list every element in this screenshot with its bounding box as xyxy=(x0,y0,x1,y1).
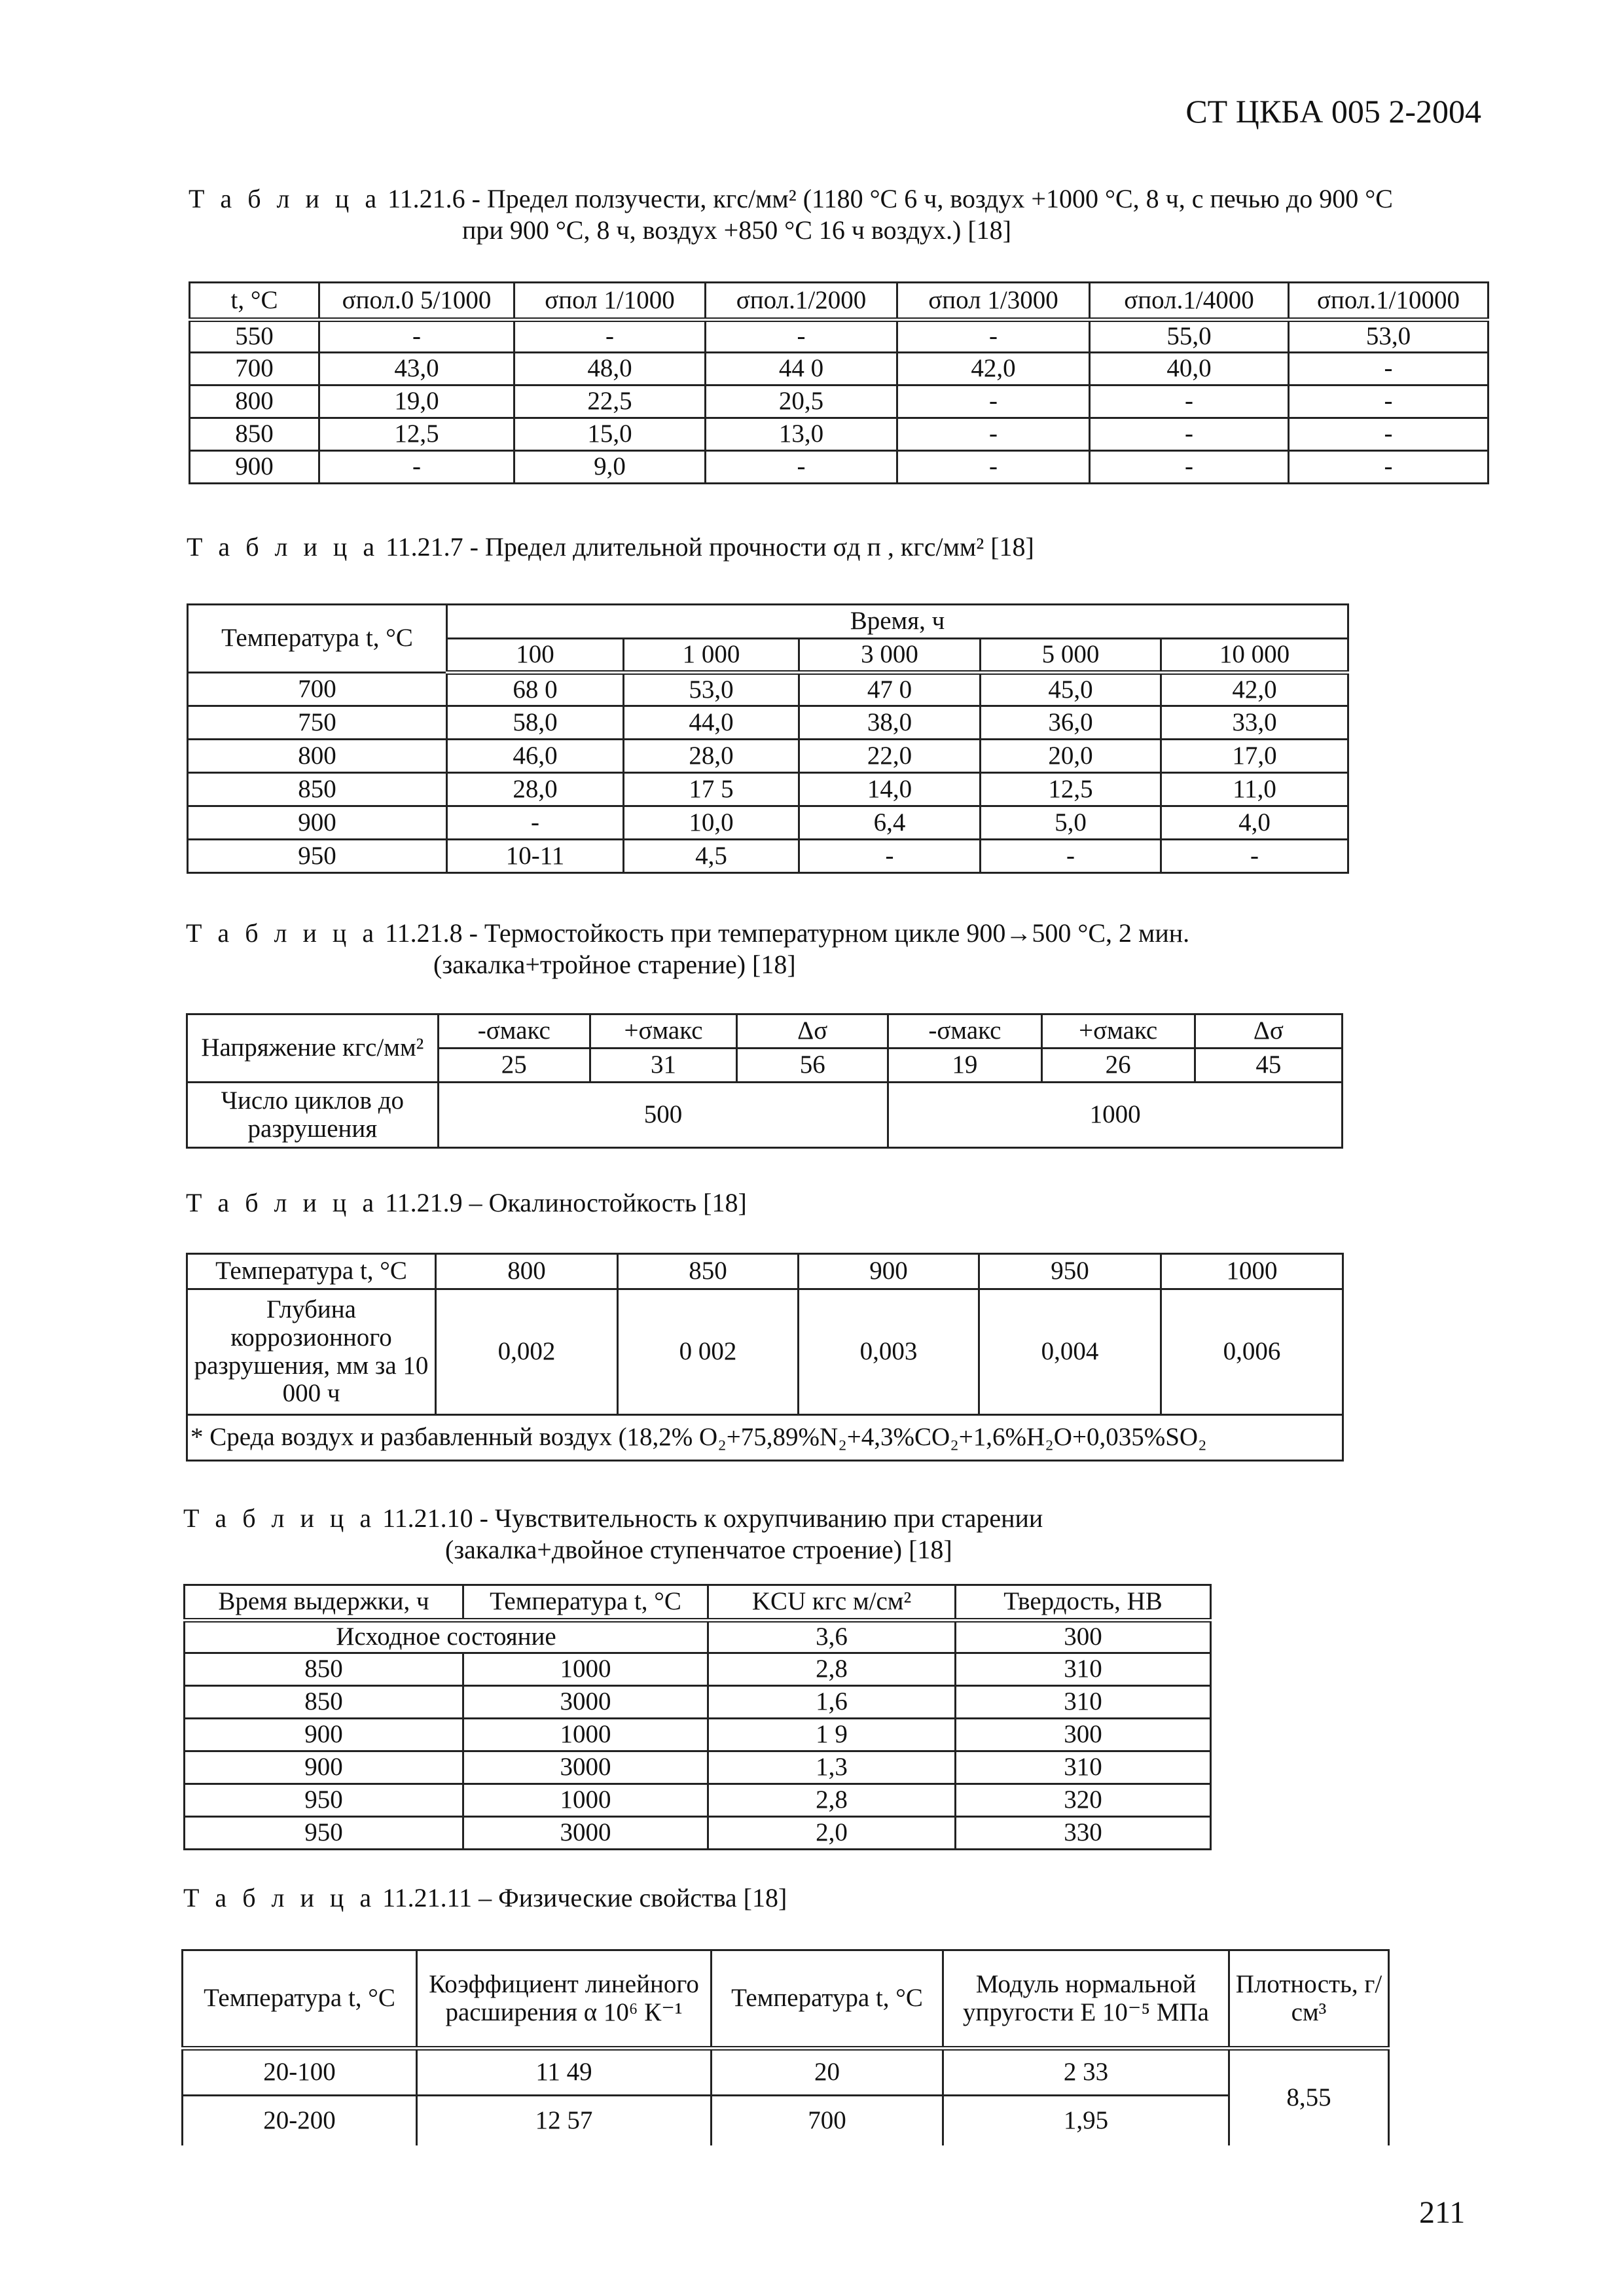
cell: 4,5 xyxy=(624,840,799,873)
cell: 19 xyxy=(888,1049,1041,1083)
page-number: 211 xyxy=(1419,2195,1466,2230)
table-row xyxy=(190,353,1489,386)
header-cell: σпол.1/4000 xyxy=(1090,283,1289,320)
table-row xyxy=(185,1784,1211,1817)
cell: - xyxy=(706,451,897,484)
cell: 25 xyxy=(438,1049,590,1083)
cell: 550 xyxy=(190,320,319,353)
cell: 300 xyxy=(956,1719,1211,1751)
header-cell: Температура t, °С xyxy=(712,1950,943,2049)
table-11-21-8-caption xyxy=(186,918,1495,980)
table-11-21-7 xyxy=(187,603,1349,874)
cell: 44 0 xyxy=(706,353,897,386)
cell: 800 xyxy=(436,1254,618,1289)
cell: - xyxy=(319,320,514,353)
cell: 800 xyxy=(190,386,319,418)
table-row xyxy=(185,1751,1211,1784)
caption-number: 11.21.10 xyxy=(382,1503,473,1533)
cell: 11,0 xyxy=(1161,773,1348,806)
cell: 1000 xyxy=(463,1719,708,1751)
cell: 300 xyxy=(956,1621,1211,1653)
table-row xyxy=(187,1415,1343,1461)
table-row xyxy=(185,1686,1211,1719)
header-cell: Температура t, °С xyxy=(187,1254,436,1289)
table-row xyxy=(187,1014,1343,1049)
cell: 700 xyxy=(712,2096,943,2145)
cell: -σмакс xyxy=(888,1014,1041,1049)
header-cell: 5 000 xyxy=(981,639,1161,673)
cell: +σмакс xyxy=(590,1014,736,1049)
cell: 33,0 xyxy=(1161,706,1348,740)
header-cell: Температура t, °С xyxy=(188,605,447,673)
cell: 2,8 xyxy=(708,1653,956,1686)
cell: 950 xyxy=(185,1817,463,1850)
table-row xyxy=(187,1083,1343,1148)
cell: 28,0 xyxy=(447,773,624,806)
cell: 310 xyxy=(956,1653,1211,1686)
cell: 40,0 xyxy=(1090,353,1289,386)
caption-label: Т а б л и ц а xyxy=(186,918,379,948)
cell: 900 xyxy=(185,1751,463,1784)
cell: 11 49 xyxy=(417,2049,712,2096)
caption-title: - Предел ползучести, кгс/мм² (1180 °С 6 ч, воздух +1000 °С, 8 ч, с печью до 900 °С xyxy=(471,184,1393,213)
cell: 13,0 xyxy=(706,418,897,451)
caption-label: Т а б л и ц а xyxy=(187,532,380,562)
cell: 28,0 xyxy=(624,740,799,773)
header-cell: Температура t, °С xyxy=(463,1585,708,1621)
caption-number: 11.21.6 xyxy=(388,184,465,213)
cell: 310 xyxy=(956,1751,1211,1784)
cell: - xyxy=(897,451,1090,484)
cell: 20-100 xyxy=(183,2049,417,2096)
cell: 12,5 xyxy=(319,418,514,451)
cell: 38,0 xyxy=(799,706,981,740)
cell: - xyxy=(1090,451,1289,484)
document-code: СТ ЦКБА 005 2-2004 xyxy=(1185,93,1481,130)
table-11-21-6-caption xyxy=(189,183,1498,246)
table-row xyxy=(188,840,1348,873)
header-cell: 100 xyxy=(447,639,624,673)
cell: 900 xyxy=(188,806,447,840)
caption-number: 11.21.9 xyxy=(385,1188,463,1217)
cell: 45,0 xyxy=(981,673,1161,706)
caption-title: – Физические свойства [18] xyxy=(478,1883,787,1912)
cell: 850 xyxy=(185,1686,463,1719)
cell: 58,0 xyxy=(447,706,624,740)
cell: 22,0 xyxy=(799,740,981,773)
caption-title-cont: (закалка+тройное старение) [18] xyxy=(433,950,796,979)
cell: 3,6 xyxy=(708,1621,956,1653)
cell: 5,0 xyxy=(981,806,1161,840)
caption-label: Т а б л и ц а xyxy=(183,1883,376,1912)
header-cell: Температура t, °С xyxy=(183,1950,417,2049)
cell: 310 xyxy=(956,1686,1211,1719)
cell: - xyxy=(897,386,1090,418)
table-row xyxy=(190,386,1489,418)
cell: 1000 xyxy=(1161,1254,1343,1289)
table-row xyxy=(190,451,1489,484)
cell: 500 xyxy=(438,1083,888,1148)
table-row xyxy=(190,320,1489,353)
cell: 22,5 xyxy=(514,386,706,418)
table-row xyxy=(183,2049,1389,2096)
cell: 44,0 xyxy=(624,706,799,740)
note-cell: * Среда воздух и разбавленный воздух (18,2% O₂+75,89%N₂+4,3%CO₂+1,6%H₂O+0,035%SO₂ xyxy=(187,1415,1343,1461)
density-cell: 8,55 xyxy=(1229,2049,1389,2145)
cell: 1000 xyxy=(888,1083,1343,1148)
cell: - xyxy=(1289,386,1489,418)
table-11-21-9 xyxy=(186,1253,1344,1462)
header-cell: 1 000 xyxy=(624,639,799,673)
stress-header-cell: Напряжение кгс/мм² xyxy=(187,1014,439,1083)
table-11-21-11-caption xyxy=(183,1882,1492,1914)
header-cell: Модуль нормальной упругости Е 10⁻⁵ МПа xyxy=(943,1950,1229,2049)
caption-number: 11.21.8 xyxy=(385,918,463,948)
cell: - xyxy=(706,320,897,353)
caption-number: 11.21.11 xyxy=(382,1883,473,1912)
cell: 3000 xyxy=(463,1817,708,1850)
cell: 10-11 xyxy=(447,840,624,873)
header-cell: Время выдержки, ч xyxy=(185,1585,463,1621)
cell: - xyxy=(1161,840,1348,873)
cell: 1 9 xyxy=(708,1719,956,1751)
caption-label: Т а б л и ц а xyxy=(186,1188,379,1217)
table-row xyxy=(188,673,1348,706)
cell: 45 xyxy=(1195,1049,1342,1083)
cell: - xyxy=(897,320,1090,353)
depth-label-cell: Глубина коррозионного разрушения, мм за 10 000 ч xyxy=(187,1289,436,1415)
header-cell: Твердость, НВ xyxy=(956,1585,1211,1621)
cell: - xyxy=(1090,386,1289,418)
cell: 10,0 xyxy=(624,806,799,840)
table-row xyxy=(188,740,1348,773)
header-cell: Время, ч xyxy=(447,605,1348,639)
cell: 0,002 xyxy=(436,1289,618,1415)
cell: - xyxy=(1289,451,1489,484)
cell: 1,6 xyxy=(708,1686,956,1719)
caption-label: Т а б л и ц а xyxy=(183,1503,376,1533)
cell: 2,8 xyxy=(708,1784,956,1817)
cell: 20,0 xyxy=(981,740,1161,773)
cell: 55,0 xyxy=(1090,320,1289,353)
cell: 12 57 xyxy=(417,2096,712,2145)
cell: 20 xyxy=(712,2049,943,2096)
cycles-label-cell: Число циклов до разрушения xyxy=(187,1083,439,1148)
cell: 1,3 xyxy=(708,1751,956,1784)
table-row xyxy=(188,773,1348,806)
cell: 0,004 xyxy=(979,1289,1161,1415)
cell: 0 002 xyxy=(618,1289,799,1415)
cell: - xyxy=(319,451,514,484)
cell: 950 xyxy=(188,840,447,873)
caption-title: - Чувствительность к охрупчиванию при старении xyxy=(479,1503,1043,1533)
cell: 36,0 xyxy=(981,706,1161,740)
table-11-21-10-caption xyxy=(183,1503,1492,1566)
caption-label: Т а б л и ц а xyxy=(189,184,382,213)
table-row xyxy=(188,706,1348,740)
cell: - xyxy=(447,806,624,840)
cell: 1,95 xyxy=(943,2096,1229,2145)
cell: Δσ xyxy=(737,1014,888,1049)
cell: 6,4 xyxy=(799,806,981,840)
caption-title: - Термостойкость при температурном цикле 900→500 °С, 2 мин. xyxy=(469,918,1190,948)
cell: 0,003 xyxy=(799,1289,979,1415)
cell: 950 xyxy=(185,1784,463,1817)
cell: 12,5 xyxy=(981,773,1161,806)
cell: 850 xyxy=(188,773,447,806)
cell: 42,0 xyxy=(1161,673,1348,706)
header-cell: σпол.1/10000 xyxy=(1289,283,1489,320)
cell: 17 5 xyxy=(624,773,799,806)
cell: - xyxy=(1289,418,1489,451)
cell: 20-200 xyxy=(183,2096,417,2145)
cell: 750 xyxy=(188,706,447,740)
cell: 700 xyxy=(190,353,319,386)
cell: 700 xyxy=(188,673,447,706)
cell: 900 xyxy=(185,1719,463,1751)
cell: 47 0 xyxy=(799,673,981,706)
header-cell: 10 000 xyxy=(1161,639,1348,673)
initial-state-cell: Исходное состояние xyxy=(185,1621,708,1653)
cell: +σмакс xyxy=(1041,1014,1195,1049)
cell: 330 xyxy=(956,1817,1211,1850)
header-cell: KCU кгс м/см² xyxy=(708,1585,956,1621)
table-row xyxy=(188,806,1348,840)
caption-number: 11.21.7 xyxy=(386,532,463,562)
header-cell: 3 000 xyxy=(799,639,981,673)
table-11-21-9-caption xyxy=(186,1187,1495,1219)
cell: 19,0 xyxy=(319,386,514,418)
cell: 43,0 xyxy=(319,353,514,386)
cell: 42,0 xyxy=(897,353,1090,386)
header-cell: t, °С xyxy=(190,283,319,320)
table-row xyxy=(185,1621,1211,1653)
caption-title-cont: при 900 °С, 8 ч, воздух +850 °С 16 ч воздух.) [18] xyxy=(462,215,1012,245)
cell: 15,0 xyxy=(514,418,706,451)
cell: - xyxy=(514,320,706,353)
header-cell: σпол 1/1000 xyxy=(514,283,706,320)
cell: 320 xyxy=(956,1784,1211,1817)
cell: 53,0 xyxy=(624,673,799,706)
cell: 53,0 xyxy=(1289,320,1489,353)
table-row xyxy=(183,2096,1389,2145)
cell: 3000 xyxy=(463,1686,708,1719)
header-cell: Плотность, г/см³ xyxy=(1229,1950,1389,2049)
cell: 0,006 xyxy=(1161,1289,1343,1415)
table-row xyxy=(185,1817,1211,1850)
cell: 800 xyxy=(188,740,447,773)
table-row xyxy=(187,1254,1343,1289)
header-cell: Коэффициент линейного расширения α 10⁶ К⁻¹ xyxy=(417,1950,712,2049)
table-11-21-10 xyxy=(183,1584,1212,1850)
cell: 1000 xyxy=(463,1653,708,1686)
table-row xyxy=(185,1719,1211,1751)
cell: 14,0 xyxy=(799,773,981,806)
cell: 3000 xyxy=(463,1751,708,1784)
table-row xyxy=(187,1289,1343,1415)
cell: - xyxy=(1090,418,1289,451)
cell: 2,0 xyxy=(708,1817,956,1850)
cell: 4,0 xyxy=(1161,806,1348,840)
cell: Δσ xyxy=(1195,1014,1342,1049)
cell: 17,0 xyxy=(1161,740,1348,773)
table-11-21-6 xyxy=(189,281,1489,484)
cell: 26 xyxy=(1041,1049,1195,1083)
cell: 850 xyxy=(618,1254,799,1289)
cell: 900 xyxy=(799,1254,979,1289)
cell: 1000 xyxy=(463,1784,708,1817)
cell: 48,0 xyxy=(514,353,706,386)
caption-title: – Окалиностойкость [18] xyxy=(469,1188,747,1217)
cell: 20,5 xyxy=(706,386,897,418)
cell: 68 0 xyxy=(447,673,624,706)
header-cell: σпол 1/3000 xyxy=(897,283,1090,320)
cell: 950 xyxy=(979,1254,1161,1289)
cell: 900 xyxy=(190,451,319,484)
cell: - xyxy=(897,418,1090,451)
cell: - xyxy=(1289,353,1489,386)
header-cell: σпол.1/2000 xyxy=(706,283,897,320)
cell: 46,0 xyxy=(447,740,624,773)
cell: 31 xyxy=(590,1049,736,1083)
cell: 850 xyxy=(190,418,319,451)
table-row xyxy=(185,1653,1211,1686)
table-11-21-11 xyxy=(181,1949,1390,2145)
caption-title: - Предел длительной прочности σд п , кгс/мм² [18] xyxy=(469,532,1034,562)
cell: - xyxy=(799,840,981,873)
table-11-21-8 xyxy=(186,1013,1343,1149)
caption-title-cont: (закалка+двойное ступенчатое строение) [18] xyxy=(445,1535,952,1564)
cell: 2 33 xyxy=(943,2049,1229,2096)
cell: 9,0 xyxy=(514,451,706,484)
header-cell: σпол.0 5/1000 xyxy=(319,283,514,320)
table-row xyxy=(190,418,1489,451)
cell: 56 xyxy=(737,1049,888,1083)
cell: 850 xyxy=(185,1653,463,1686)
cell: -σмакс xyxy=(438,1014,590,1049)
table-11-21-7-caption xyxy=(187,531,1496,563)
cell: - xyxy=(981,840,1161,873)
